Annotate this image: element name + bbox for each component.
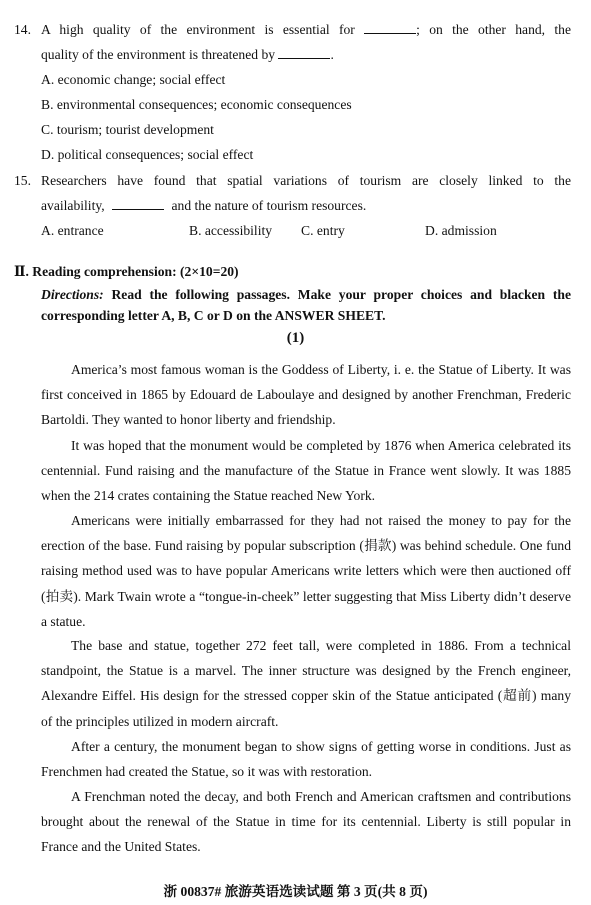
paragraph-text: The base and statue, together 272 feet tall, were completed in 1886. From a technical standpoint, the Statue is a marvel. The inner structure was designed by the French engineer, Alexandre Eiffel. His design for the stressed copper skin of the Statue anticipated (超前) many of the principles utilized in modern aircraft.	[41, 638, 571, 729]
option-a: A. economic change; social effect	[41, 72, 226, 87]
paragraph-text: It was hoped that the monument would be completed by 1876 when America celebrated its centennial. Fund raising and the manufacture of the Statue in France went slowly. It was 1885 when the 214 crates containing the Statue reached New York.	[41, 438, 571, 504]
option-b: B. environmental consequences; economic consequences	[41, 97, 352, 112]
passage-paragraph-2	[41, 433, 571, 509]
directions-line-1	[41, 287, 571, 303]
page-footer: 浙 00837# 旅游英语选读试题 第 3 页(共 8 页)	[163, 884, 428, 899]
passage-paragraph-1	[41, 357, 571, 433]
directions-line-2: corresponding letter A, B, C or D on the ANSWER SHEET.	[41, 308, 386, 323]
paragraph-text: America’s most famous woman is the Goddess of Liberty, i. e. the Statue of Liberty. It was first conceived in 1865 by Edouard de Laboulaye and designed by another Frenchman, Frederic Bartoldi. They wanted to honor liberty and friendship.	[41, 362, 571, 428]
question-text-part: A high quality of the environment is essential for	[41, 22, 355, 37]
option-d: D. admission	[425, 223, 497, 238]
answer-blank	[278, 47, 330, 59]
question-number: 15.	[14, 173, 31, 188]
directions-label: Directions:	[41, 287, 104, 302]
question-text-part: quality of the environment is threatened by	[41, 47, 276, 62]
paragraph-text: After a century, the monument began to show signs of getting worse in conditions. Just as Frenchmen had created the Statue, so it was with restoration.	[41, 739, 571, 780]
directions	[41, 287, 571, 324]
answer-blank	[364, 22, 416, 34]
question-text-part: ; on the other hand, the	[416, 22, 571, 37]
question-text-part: and the nature of tourism resources.	[171, 198, 367, 213]
directions-text: Read the following passages. Make your proper choices and blacken the	[111, 287, 571, 302]
option-b: B. accessibility	[189, 223, 273, 238]
question-text-part: .	[330, 47, 334, 62]
question-text: Researchers have found that spatial variations of tourism are closely linked to the	[41, 173, 571, 188]
passage-paragraph-5	[41, 734, 571, 784]
option-d: D. political consequences; social effect	[41, 147, 254, 162]
passage-number: (1)	[286, 330, 305, 346]
passage-paragraph-3	[41, 508, 571, 634]
question-15-line-2	[41, 198, 571, 214]
passage-paragraph-4	[41, 633, 571, 734]
question-text	[41, 22, 571, 38]
question-number: 14.	[14, 22, 31, 37]
option-a: A. entrance	[41, 223, 104, 238]
question-14-line-2	[41, 47, 571, 63]
question-15	[14, 173, 571, 189]
section-heading: Ⅱ. Reading comprehension: (2×10=20)	[14, 264, 239, 279]
option-c: C. entry	[301, 223, 345, 238]
question-14	[14, 22, 571, 38]
answer-blank	[112, 198, 164, 210]
paragraph-text: A Frenchman noted the decay, and both French and American craftsmen and contributions brought about the renewal of the Statue in time for its centennial. Liberty is still popular in France and the United States.	[41, 789, 571, 855]
option-c: C. tourism; tourist development	[41, 122, 214, 137]
question-text-part: availability,	[41, 198, 105, 213]
passage-paragraph-6	[41, 784, 571, 860]
paragraph-text: Americans were initially embarrassed for they had not raised the money to pay for the erection of the base. Fund raising by popular subscription (捐款) was behind schedule. One fund raising method used was to have popular Americans write letters which were then auctioned off (拍卖). Mark Twain wrote a “tongue-in-cheek” letter suggesting that Miss Liberty didn’t deserve a statue.	[41, 513, 571, 629]
question-15-options	[41, 223, 571, 239]
